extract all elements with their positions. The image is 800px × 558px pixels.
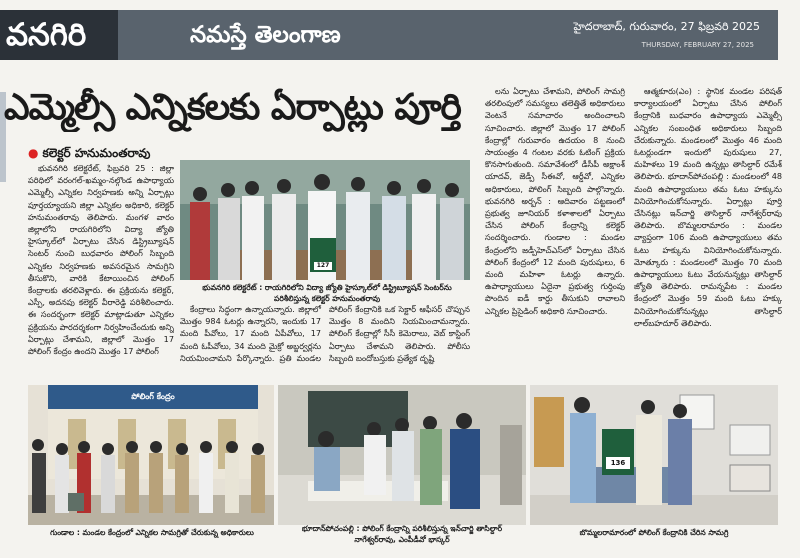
date-english: THURSDAY, FEBRUARY 27, 2025 xyxy=(641,41,754,49)
photo-gundala xyxy=(28,385,274,525)
bullet-icon: ● xyxy=(28,146,39,160)
ballot-box-number: 127 xyxy=(316,262,330,269)
date-telugu: హైదరాబాద్, గురువారం, 27 ఫిబ్రవరి 2025 xyxy=(573,20,760,33)
column-text: కేంద్రాలు సిద్ధంగా ఉన్నాయన్నారు. జిల్లాలో మొత్తం 984 ఓటర్లు ఉన్నారని, ఇందుకు 17 మంది పీవోలు, 17 మంది ఏపీవోలు, 17 మంది ఓపీవోలు, 34 మంది మైక్రో అబ్జర్వర్లను నియమించామని పేర్కొన్నారు. ప్రతి మండల పోలింగ్ కేంద్రానికి ఒక సెక్టార్ ఆఫీసర్ చొప్పున మొత్తం 8 మందిని నియమించామన్నారు. పోలింగ్ కేంద్రాల్లో సీసీ కెమెరాలు, వెబ్ కాస్టింగ్ ఏర్పాటు చేశామని తెలిపారు. పోలీసు సిబ్బంది బందోబస్తుకు ప్రత్యేక దృష్టి xyxy=(180,304,470,363)
photo-pochampally-caption: భూదాన్‌పోచంపల్లి : పోలింగ్ కేంద్రాన్ని పరిశీలిస్తున్న ఇన్‌చార్జి తాసిల్దార్ నాగేశ్వర్‌రావు, ఎంపీడీవో భాస్కర్ xyxy=(301,524,503,544)
article-column-2 xyxy=(180,303,470,379)
column-text: లను ఏర్పాటు చేశామని, పోలింగ్ సామగ్రి తరలింపులో సమస్యలు తలెత్తితే అధికారులు వెంటనే సమాచారం అందించాలని సూచించారు. జిల్లాలో మొత్తం 17 పోలింగ్ కేంద్రాల్లో గురువారం ఉదయం 8 నుంచి సాయంత్రం 4 గంటల వరకు ఓటింగ్ ప్రక్రియ కొనసాగుతుంది. సమావేశంలో డీసీపీ అక్షాంశ్ యాదవ్, జెడ్పీ సీఈవో, ఆర్డీవో, ఎన్నికల అధికారులు, పోలింగ్ సిబ్బంది పాల్గొన్నారు. భువనగిరి అర్బన్ : ఆదివారం పట్టణంలో ప్రభుత్వ జూనియర్ కళాశాలలో ఏర్పాటు చేసిన పోలింగ్ కేంద్రాన్ని కలెక్టర్ సందర్శించారు. గుండాల : మండల కేంద్రంలోని జడ్పీహెచ్ఎస్‌లో ఏర్పాటు చేసిన పోలింగ్ కేంద్రంలో 12 మంది పురుషులు, 6 మంది మహిళా ఓటర్లు ఉన్నారు. ఉపాధ్యాయులు ఏదైనా ప్రభుత్వ గుర్తింపు పొందిన ఐడీ కార్డు తీసుకుని రావాలని ఎన్నికల ప్రిసైడింగ్ అధికారి సూచించారు. xyxy=(485,86,625,316)
newspaper-brand: నమస్తే తెలంగాణ xyxy=(190,22,341,48)
photo-bommalaramaram-caption: బొమ్మలరామారంలో పోలింగ్ కేంద్రానికి చేరిన సామగ్రి xyxy=(579,528,729,537)
photo-gundala-caption: గుండాల : మండల కేంద్రంలో ఎన్నికల సామగ్రితో చేరుకున్న అధికారులు xyxy=(50,528,254,537)
masthead xyxy=(0,10,778,60)
byline xyxy=(28,146,150,163)
column-text: భువనగిరి కలెక్టరేట్, ఫిబ్రవరి 25 : జిల్లా పరిధిలో వరంగల్-ఖమ్మం-నల్గొండ ఉపాధ్యాయ ఎమ్మెల్సీ ఎన్నికల నిర్వహణకు అన్ని ఏర్పాట్లు పూర్తయ్యాయని జిల్లా ఎన్నికల అధికారి, కలెక్టర్ హనుమంతరావు తెలిపారు. మంగళ వారం జిల్లాలోని రాయగిరిలోని విద్యా జ్యోతి హైస్కూల్‌లో ఏర్పాటు చేసిన డిస్ట్రిబ్యూషన్ సెంటర్ నుంచి బుధవారం పోలింగ్ సిబ్బంది ఎన్నికల నిర్వహణకు అవసరమైన సామగ్రిని తీసుకొని, వారికి కేటాయించిన పోలింగ్ కేంద్రాలకు తరలివెళ్లారు. ఈ ప్రక్రియను కలెక్టర్, ఎస్పీ, అదనపు కలెక్టర్ వీరారెడ్డి పరిశీలించారు. ఈ సందర్భంగా కలెక్టర్ మాట్లాడుతూ ఎన్నికల ప్రక్రియను పారదర్శకంగా నిర్వహించేందుకు అన్ని ఏర్పాట్లు చేశామని, జిల్లాలో మొత్తం 17 పోలింగ్ కేంద్రం ఉందని మొత్తం 17 పోలింగ్ xyxy=(28,163,174,357)
main-photo xyxy=(180,160,470,280)
ballot-box-number: 136 xyxy=(610,459,626,467)
article-column-4 xyxy=(634,85,782,383)
headline: ఎమ్మెల్సీ ఎన్నికలకు ఏర్పాట్లు పూర్తి xyxy=(4,87,461,128)
byline-text: కలెక్టర్ హనుమంతరావు xyxy=(42,146,151,160)
photo-bommalaramaram xyxy=(530,385,778,525)
district-name: వనగిరి xyxy=(0,10,118,60)
article-column-3 xyxy=(485,85,625,383)
building-banner: పోలింగ్ కేంద్రం xyxy=(131,392,175,401)
article-column-1 xyxy=(28,162,174,382)
photo-pochampally xyxy=(278,385,526,525)
main-photo-caption: భువనగిరి కలెక్టరేట్ : రాయగిరిలోని విద్యా జ్యోతి హైస్కూల్‌లో డిస్ట్రిబ్యూషన్ సెంటర్‌ను పరిశీలిస్తున్న కలెక్టర్ హనుమంతరావు xyxy=(202,283,452,303)
column-text: ఆత్మకూరు(ఎం) : స్థానిక మండల పరిషత్ కార్యాలయంలో ఏర్పాటు చేసిన పోలింగ్ కేంద్రానికి బుధవారం ఉపాధ్యాయ ఎమ్మెల్సీ ఎన్నికల సంబంధిత అధికారులు సిబ్బంది చేరుకున్నారు. మండలంలో మొత్తం 46 మంది ఓటర్లుండగా ఇందులో పురుషులు 27, మహిళలు 19 మంది ఉన్నట్లు తాసిల్దార్ రమేశ్ తెలిపారు. భూదాన్‌పోచంపల్లి : మండలంలో 48 మంది ఉపాధ్యాయులు తమ ఓటు హక్కును వినియోగించుకోనున్నారు. ఏర్పాట్లు పూర్తి చేసినట్లు ఇన్‌చార్జి తాసిల్దార్ నాగేశ్వర్‌రావు తెలిపారు. బొమ్మలరామారం : మండల వ్యాప్తంగా 106 మంది ఉపాధ్యాయులు తమ ఓటు హక్కును వినియోగించుకోనున్నారు. మోత్కూరు : మండలంలో మొత్తం 70 మంది ఉపాధ్యాయులు ఓటు వేయనున్నట్లు తాసిల్దార్ జ్యోతి తెలిపారు. రామన్నపేట : మండల కేంద్రంలో మొత్తం 59 మంది ఓటు హక్కు వినియోగించుకోనున్నట్లు తాసిల్దార్ లాల్‌బహదూర్ తెలిపారు. xyxy=(634,86,782,328)
